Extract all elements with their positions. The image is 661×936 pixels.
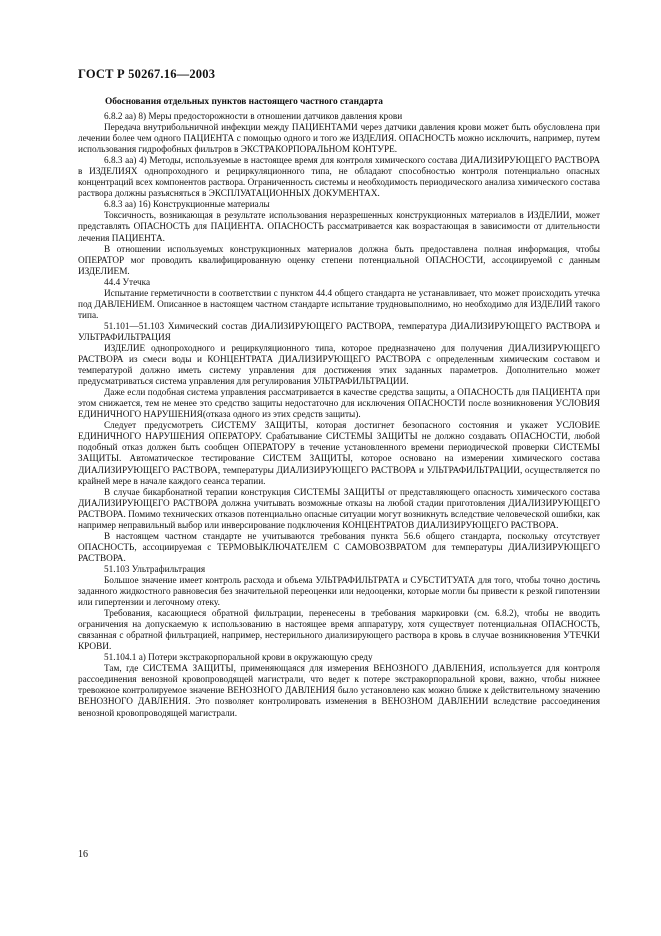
- paragraph: Следует предусмотреть СИСТЕМУ ЗАЩИТЫ, которая достигнет безопасного состояния и укажет УСЛОВИЕ ЕДИНИЧНОГО НАРУШЕНИЯ ОПЕРАТОРУ. Срабатывание СИСТЕМЫ ЗАЩИТЫ не должно создавать ОПАСНОСТИ, любой подобный отказ должен быть сообщен ОПЕРАТОРУ в течение установленного времени периодической проверки СИСТЕМЫ ЗАЩИТЫ. Автоматическое тестирование СИСТЕМ ЗАЩИТЫ, которое основано на измерении химического состава ДИАЛИЗИРУЮЩЕГО РАСТВОРА, температуры ДИАЛИЗИРУЮЩЕГО РАСТВОРА и УЛЬТРАФИЛЬТРАЦИИ, осуществляется по крайней мере в начале каждого сеанса терапии.: [78, 421, 600, 487]
- paragraph: 51.101—51.103 Химический состав ДИАЛИЗИРУЮЩЕГО РАСТВОРА, температура ДИАЛИЗИРУЮЩЕГО РАСТВОРА и УЛЬТРАФИЛЬТРАЦИЯ: [78, 321, 600, 343]
- paragraph: В случае бикарбонатной терапии конструкция СИСТЕМЫ ЗАЩИТЫ от представляющего опасность химического состава ДИАЛИЗИРУЮЩЕГО РАСТВОРА должна учитывать возможные отказы на любой стадии приготовления ДИАЛИЗИРУЮЩЕГО РАСТВОРА. Помимо технических отказов потенциально опасные ситуации могут возникнуть вследствие человеческой ошибки, как например неправильный выбор или инверсирование подключения КОНЦЕНТРАТОВ ДИАЛИЗИРУЮЩЕГО РАСТВОРА.: [78, 487, 600, 531]
- paragraph: В настоящем частном стандарте не учитываются требования пункта 56.6 общего стандарта, поскольку отсутствует ОПАСНОСТЬ, ассоциируемая с ТЕРМОВЫКЛЮЧАТЕЛЕМ С САМОВОЗВРАТОМ для температуры ДИАЛИЗИРУЮЩЕГО РАСТВОРА.: [78, 531, 600, 564]
- paragraph: Передача внутрибольничной инфекции между ПАЦИЕНТАМИ через датчики давления крови может быть обусловлена при лечении более чем одного ПАЦИЕНТА с помощью одного и того же ИЗДЕЛИЯ. ОПАСНОСТЬ можно исключить, например, путем использования гидрофобных фильтров в ЭКСТРАКОРПОРАЛЬНОМ КОНТУРЕ.: [78, 123, 600, 156]
- document-body: [78, 112, 600, 720]
- paragraph: В отношении используемых конструкционных материалов должна быть предоставлена полная информация, чтобы ОПЕРАТОР мог проводить квалифицированную оценку степени потенциальной ОПАСНОСТИ, ассоциируемой с данным ИЗДЕЛИЕМ.: [78, 244, 600, 277]
- paragraph: 51.103 Ультрафильтрация: [104, 564, 206, 575]
- paragraph: 51.104.1 а) Потери экстракорпоральной крови в окружающую среду: [104, 653, 373, 664]
- document-header: ГОСТ Р 50267.16—2003: [78, 67, 216, 81]
- paragraph: Большое значение имеет контроль расхода и объема УЛЬТРАФИЛЬТРАТА и СУБСТИТУАТА для того, чтобы точно достичь заданного жидкостного равновесия без значительной переоценки или недооценки, которые могли бы привести к резкой гипотензии или гипертензии и легочному отеку.: [78, 575, 600, 609]
- paragraph: Даже если подобная система управления рассматривается в качестве средства защиты, а ОПАСНОСТЬ для ПАЦИЕНТА при этом снижается, тем не менее это средство защиты недостаточно для исключения ОПАСНОСТИ после возникновения УСЛОВИЯ ЕДИНИЧНОГО НАРУШЕНИЯ(отказа одного из этих средств защиты).: [78, 388, 600, 421]
- page-number: 16: [78, 849, 88, 860]
- paragraph: 6.8.3 аа) 16) Конструкционные материалы: [104, 200, 270, 211]
- section-title: Обоснования отдельных пунктов настоящего частного стандарта: [105, 97, 383, 107]
- paragraph: Там, где СИСТЕМА ЗАЩИТЫ, применяющаяся для измерения ВЕНОЗНОГО ДАВЛЕНИЯ, используется для контроля рассоединения венозной кровопроводящей магистрали, что ведет к потере экстракорпоральной крови, важно, чтобы нижнее тревожное контролируемое значение ВЕНОЗНОГО ДАВЛЕНИЯ было установлено как можно ближе к действительному значению ВЕНОЗНОГО ДАВЛЕНИЯ. Это позволяет контролировать изменения в ВЕНОЗНОМ ДАВЛЕНИИ вследствие рассоединения венозной кровопроводящей магистрали.: [78, 664, 600, 719]
- paragraph: 6.8.3 аа) 4) Методы, используемые в настоящее время для контроля химического состава ДИАЛИЗИРУЮЩЕГО РАСТВОРА в ИЗДЕЛИЯХ однопроходного и рециркуляционного типа, не обладают способностью контроля потенциально опасных концентраций всех компонентов раствора. Ограниченность системы и необходимость периодического анализа химического состава раствора должны разъясняться в ЭКСПЛУАТАЦИОННЫХ ДОКУМЕНТАХ.: [78, 156, 600, 200]
- paragraph: Токсичность, возникающая в результате использования неразрешенных конструкционных материалов в ИЗДЕЛИИ, может представлять ОПАСНОСТЬ для ПАЦИЕНТА. ОПАСНОСТЬ рассматривается как возрастающая в зависимости от длительности лечения ПАЦИЕНТА.: [78, 211, 600, 244]
- paragraph: Требования, касающиеся обратной фильтрации, перенесены в требования маркировки (см. 6.8.2), чтобы не вводить ограничения на допускаемую к использованию в настоящее время аппаратуру, хотя существует потенциальная ОПАСНОСТЬ, связанная с обратной фильтрацией, например, нестерильного диализирующего раствора в кровь в случае возникновения УТЕЧКИ КРОВИ.: [78, 609, 600, 653]
- paragraph: 44.4 Утечка: [104, 277, 151, 288]
- paragraph: Испытание герметичности в соответствии с пунктом 44.4 общего стандарта не устанавливает, что может происходить утечка под ДАВЛЕНИЕМ. Описанное в настоящем частном стандарте испытание трудновыполнимо, но необходимо для ИЗДЕЛИЙ такого типа.: [78, 288, 600, 321]
- paragraph: ИЗДЕЛИЕ однопроходного и рециркуляционного типа, которое предназначено для получения ДИАЛИЗИРУЮЩЕГО РАСТВОРА из смеси воды и КОНЦЕНТРАТА ДИАЛИЗИРУЮЩЕГО РАСТВОРА с определенным химическим составом и температурой должно иметь систему управления для достижения этих заданных параметров. Дополнительно может предусматриваться система управления для регулирования УЛЬТРАФИЛЬТРАЦИИ.: [78, 343, 600, 388]
- paragraph: 6.8.2 аа) 8) Меры предосторожности в отношении датчиков давления крови: [104, 112, 403, 122]
